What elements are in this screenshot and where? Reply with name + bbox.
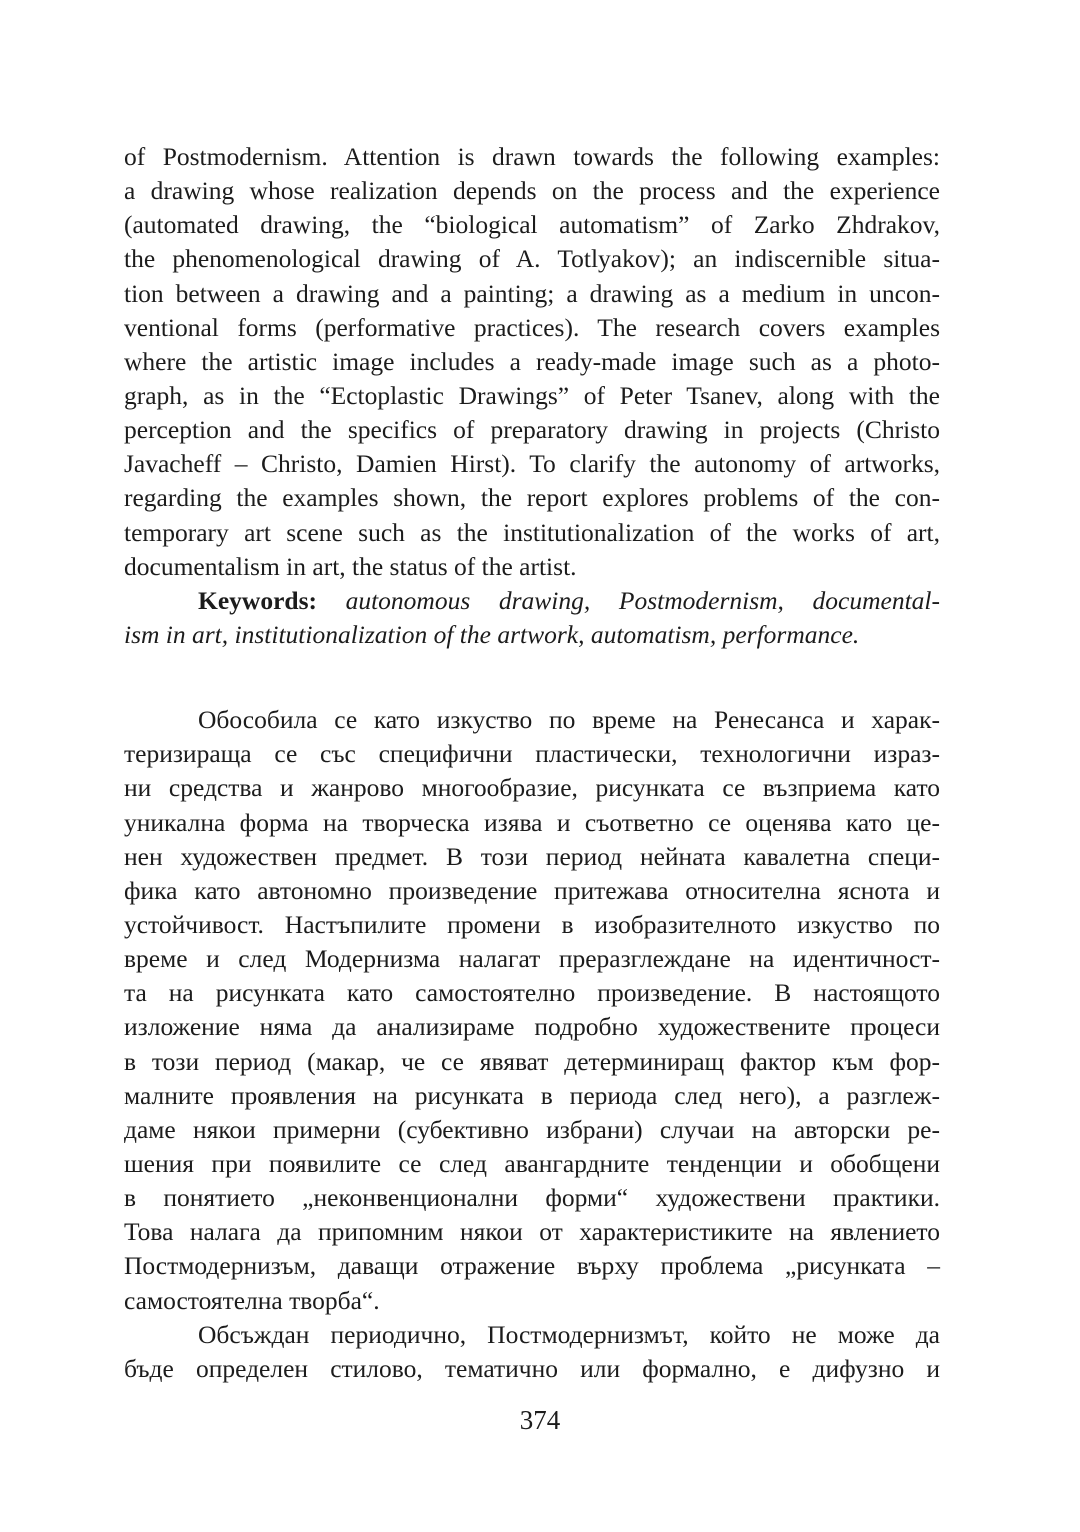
text-line: regarding the examples shown, the report explores problems of the con- bbox=[124, 483, 940, 513]
text-line: the phenomenological drawing of A. Totlyakov); an indiscernible situa- bbox=[124, 244, 940, 274]
text-line: graph, as in the “Ectoplastic Drawings” of Peter Tsanev, along with the bbox=[124, 380, 940, 410]
body-paragraph-1 bbox=[124, 703, 940, 1318]
text-line: ни средства и жанрово многообразие, рисунката се възприема като bbox=[124, 773, 940, 803]
text-line: изложение няма да анализираме подробно художествените процеси bbox=[124, 1012, 940, 1042]
page-body bbox=[124, 140, 940, 1386]
page-number: 374 bbox=[519, 1405, 561, 1435]
text-line: уникална форма на творческа изява и съответно се оценява като це- bbox=[124, 807, 940, 837]
text-line: perception and the specifics of preparatory drawing in projects (Christo bbox=[124, 415, 940, 445]
text-line: Постмодернизъм, даващи отражение върху проблема „рисунката – bbox=[124, 1251, 940, 1281]
keywords-text: autonomous drawing, Postmodernism, documental- bbox=[345, 585, 940, 615]
text-line: та на рисунката като самостоятелно произведение. В настоящото bbox=[124, 978, 940, 1008]
keywords-block bbox=[124, 584, 940, 652]
keywords-line bbox=[124, 584, 940, 618]
text-line: в този период (макар, че се явяват детерминиращ фактор към фор- bbox=[124, 1046, 940, 1076]
text-line: Javacheff – Christo, Damien Hirst). To clarify the autonomy of artworks, bbox=[124, 449, 940, 479]
text-line: нен художествен предмет. В този период нейната кавалетна специ- bbox=[124, 841, 940, 871]
text-line: шения при появилите се след авангардните тенденции и обобщени bbox=[124, 1148, 940, 1178]
text-line: (automated drawing, the “biological automatism” of Zarko Zhdrakov, bbox=[124, 210, 940, 240]
text-line: в понятието „неконвенционални форми“ художествени практики. bbox=[124, 1183, 940, 1213]
keywords-line: ism in art, institutionalization of the artwork, automatism, performance. bbox=[124, 619, 860, 649]
text-line: Обособила се като изкуство по време на Ренесанса и харак- bbox=[198, 705, 940, 735]
text-line: tion between a drawing and a painting; a drawing as a medium in uncon- bbox=[124, 278, 940, 308]
text-line: теризираща се със специфични пластически, технологични израз- bbox=[124, 739, 940, 769]
text-line: Това налага да припомним някои от характеристиките на явлението bbox=[124, 1217, 940, 1247]
text-line: temporary art scene such as the institutionalization of the works of art, bbox=[124, 517, 940, 547]
text-line: малните проявления на рисунката в периода след него), а разглеж- bbox=[124, 1080, 940, 1110]
text-line: documentalism in art, the status of the artist. bbox=[124, 551, 577, 581]
keywords-label: Keywords: bbox=[198, 585, 317, 615]
text-line: Обсъждан периодично, Постмодернизмът, който не може да bbox=[198, 1319, 940, 1349]
text-line: самостоятелна творба“. bbox=[124, 1285, 380, 1315]
abstract-paragraph bbox=[124, 140, 940, 584]
text-line: фика като автономно произведение притежава относителна яснота и bbox=[124, 875, 940, 905]
text-line: a drawing whose realization depends on the process and the experience bbox=[124, 176, 940, 206]
text-line: устойчивост. Настъпилите промени в изобразителното изкуство по bbox=[124, 909, 940, 939]
text-line: where the artistic image includes a ready-made image such as a photo- bbox=[124, 346, 940, 376]
body-paragraph-2 bbox=[124, 1318, 940, 1386]
text-line: даме някои примерни (субективно избрани) случаи на авторски ре- bbox=[124, 1114, 940, 1144]
text-line: време и след Модернизма налагат преразглеждане на идентичност- bbox=[124, 944, 940, 974]
text-line: бъде определен стилово, тематично или формално, е дифузно и bbox=[124, 1353, 940, 1383]
text-line: ventional forms (performative practices). The research covers examples bbox=[124, 312, 940, 342]
text-line: of Postmodernism. Attention is drawn towards the following examples: bbox=[124, 142, 940, 171]
